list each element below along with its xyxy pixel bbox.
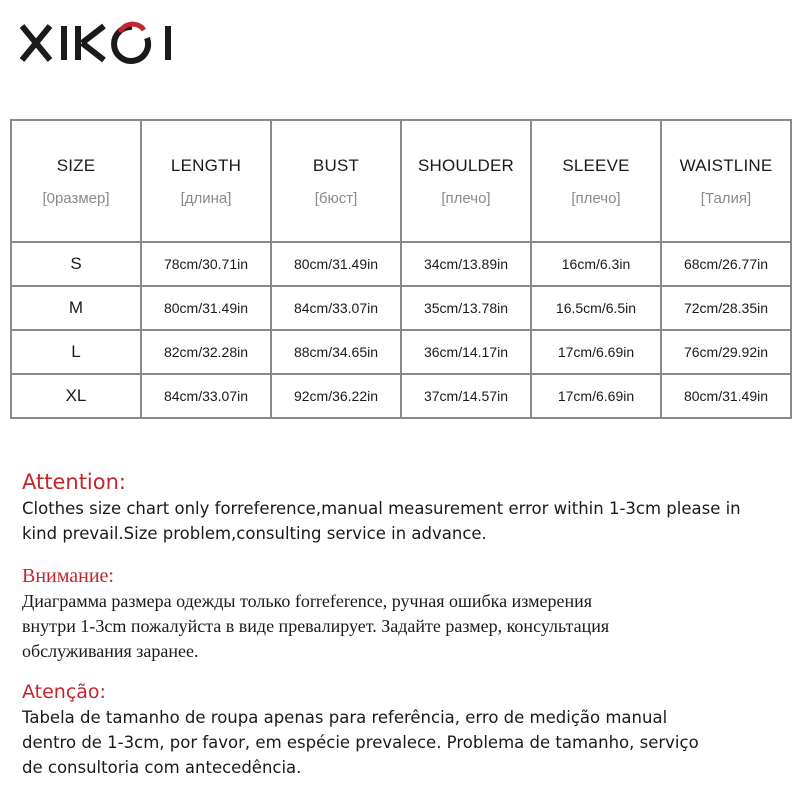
attention-line: kind prevail.Size problem,consulting service in advance. <box>22 524 487 543</box>
size-cell: M <box>11 286 141 330</box>
table-row <box>11 242 791 286</box>
attention-title: Atenção: <box>22 681 106 703</box>
header-length: LENGTH [длина] <box>141 120 271 242</box>
shoulder-cell: 36cm/14.17in <box>401 330 531 374</box>
brand-logo <box>20 18 180 66</box>
waistline-cell: 76cm/29.92in <box>661 330 791 374</box>
attention-title: Внимание: <box>22 565 114 587</box>
size-cell: S <box>11 242 141 286</box>
table-row <box>11 286 791 330</box>
table-row <box>11 330 791 374</box>
xikoi-logo-mark <box>20 18 180 66</box>
waistline-cell: 72cm/28.35in <box>661 286 791 330</box>
sleeve-cell: 16cm/6.3in <box>531 242 661 286</box>
table-row <box>11 374 791 418</box>
attention-line: dentro de 1-3cm, por favor, em espécie prevalece. Problema de tamanho, serviço <box>22 733 699 752</box>
header-shoulder: SHOULDER [плечо] <box>401 120 531 242</box>
shoulder-cell: 35cm/13.78in <box>401 286 531 330</box>
table-header-row <box>11 120 791 242</box>
sleeve-cell: 17cm/6.69in <box>531 374 661 418</box>
size-cell: L <box>11 330 141 374</box>
sleeve-cell: 16.5cm/6.5in <box>531 286 661 330</box>
bust-cell: 88cm/34.65in <box>271 330 401 374</box>
waistline-cell: 68cm/26.77in <box>661 242 791 286</box>
attention-note-portuguese <box>22 679 782 780</box>
shoulder-cell: 34cm/13.89in <box>401 242 531 286</box>
header-size: SIZE [0размер] <box>11 120 141 242</box>
length-cell: 84cm/33.07in <box>141 374 271 418</box>
attention-note-english <box>22 468 782 546</box>
attention-line: обслуживания заранее. <box>22 641 199 661</box>
attention-title: Attention: <box>22 470 126 494</box>
logo-text <box>20 66 21 67</box>
header-bust: BUST [бюст] <box>271 120 401 242</box>
bust-cell: 84cm/33.07in <box>271 286 401 330</box>
attention-line: Clothes size chart only forreference,manual measurement error within 1-3cm please in <box>22 499 741 518</box>
size-chart-table <box>10 119 792 419</box>
bust-cell: 92cm/36.22in <box>271 374 401 418</box>
header-sleeve: SLEEVE [плечо] <box>531 120 661 242</box>
header-waistline: WAISTLINE [Талия] <box>661 120 791 242</box>
length-cell: 82cm/32.28in <box>141 330 271 374</box>
size-cell: XL <box>11 374 141 418</box>
waistline-cell: 80cm/31.49in <box>661 374 791 418</box>
length-cell: 80cm/31.49in <box>141 286 271 330</box>
attention-line: Диаграмма размера одежды только forreference, ручная ошибка измерения <box>22 591 593 611</box>
attention-line: de consultoria com antecedência. <box>22 758 302 777</box>
length-cell: 78cm/30.71in <box>141 242 271 286</box>
shoulder-cell: 37cm/14.57in <box>401 374 531 418</box>
attention-line: Tabela de tamanho de roupa apenas para referência, erro de medição manual <box>22 708 668 727</box>
attention-line: внутри 1-3cm пожалуйста в виде превалирует. Задайте размер, консультация <box>22 616 610 636</box>
attention-note-russian <box>22 563 782 664</box>
sleeve-cell: 17cm/6.69in <box>531 330 661 374</box>
bust-cell: 80cm/31.49in <box>271 242 401 286</box>
